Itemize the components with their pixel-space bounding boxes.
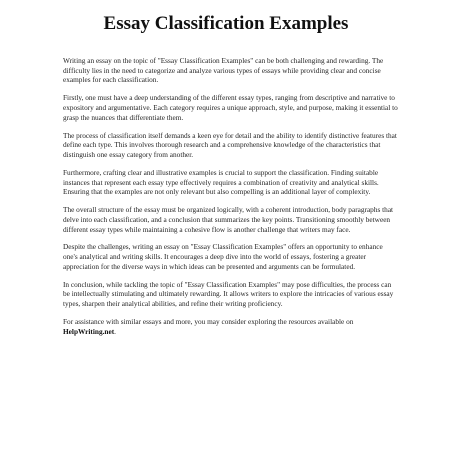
paragraph-classification-process: The process of classification itself demands a keen eye for detail and the ability to identify distinctive features that define each type. This involves thorough research and a comprehensive knowledge of the characteristics that distinguish one essay category from another. [63,130,397,159]
closing-period: . [114,326,116,336]
paragraph-opportunity: Despite the challenges, writing an essay on "Essay Classification Examples" offers an opportunity to enhance one's analytical and writing skills. It encourages a deep dive into the world of essays, fostering a greater appreciation for the diverse ways in which ideas can be presented and arguments can be formulated. [63,242,383,271]
document-body [63,56,399,345]
helpwriting-link[interactable]: HelpWriting.net [63,326,115,336]
paragraph-conclusion: In conclusion, while tackling the topic of "Essay Classification Examples" may pose difficulties, the process can be intellectually stimulating and ultimately rewarding. It allows writers to explore the intricacies of various essay types, sharpen their analytical abilities, and refine their writing proficiency. [63,279,394,309]
paragraph-examples: Furthermore, crafting clear and illustrative examples is crucial to support the classification. Finding suitable instances that represent each essay type effectively requires a combination of creativity and analytical skills. Ensuring that the examples are not only relevant but also compelling is an additional layer of complexity. [63,167,379,197]
paragraph-intro: Writing an essay on the topic of "Essay Classification Examples" can be both challenging and rewarding. The difficulty lies in the need to categorize and analyze various types of essays while providing clear and concise examples for each classification. [63,56,384,85]
closing-text: For assistance with similar essays and more, you may consider exploring the resources available on [63,317,354,327]
paragraph-closing [63,317,399,336]
document-title: Essay Classification Examples [103,13,349,34]
paragraph-structure: The overall structure of the essay must be organized logically, with a coherent introduction, body paragraphs that delve into each classification, and a conclusion that summarizes the key points. Transitioning smoothly between different essay types while maintaining a cohesive flow is another challenge that writers may face. [63,205,394,234]
paragraph-essay-types: Firstly, one must have a deep understanding of the different essay types, ranging from descriptive and narrative to expository and argumentative. Each category requires a unique approach, style, and purpose, making it essential to grasp the nuances that differentiate them. [63,93,398,122]
